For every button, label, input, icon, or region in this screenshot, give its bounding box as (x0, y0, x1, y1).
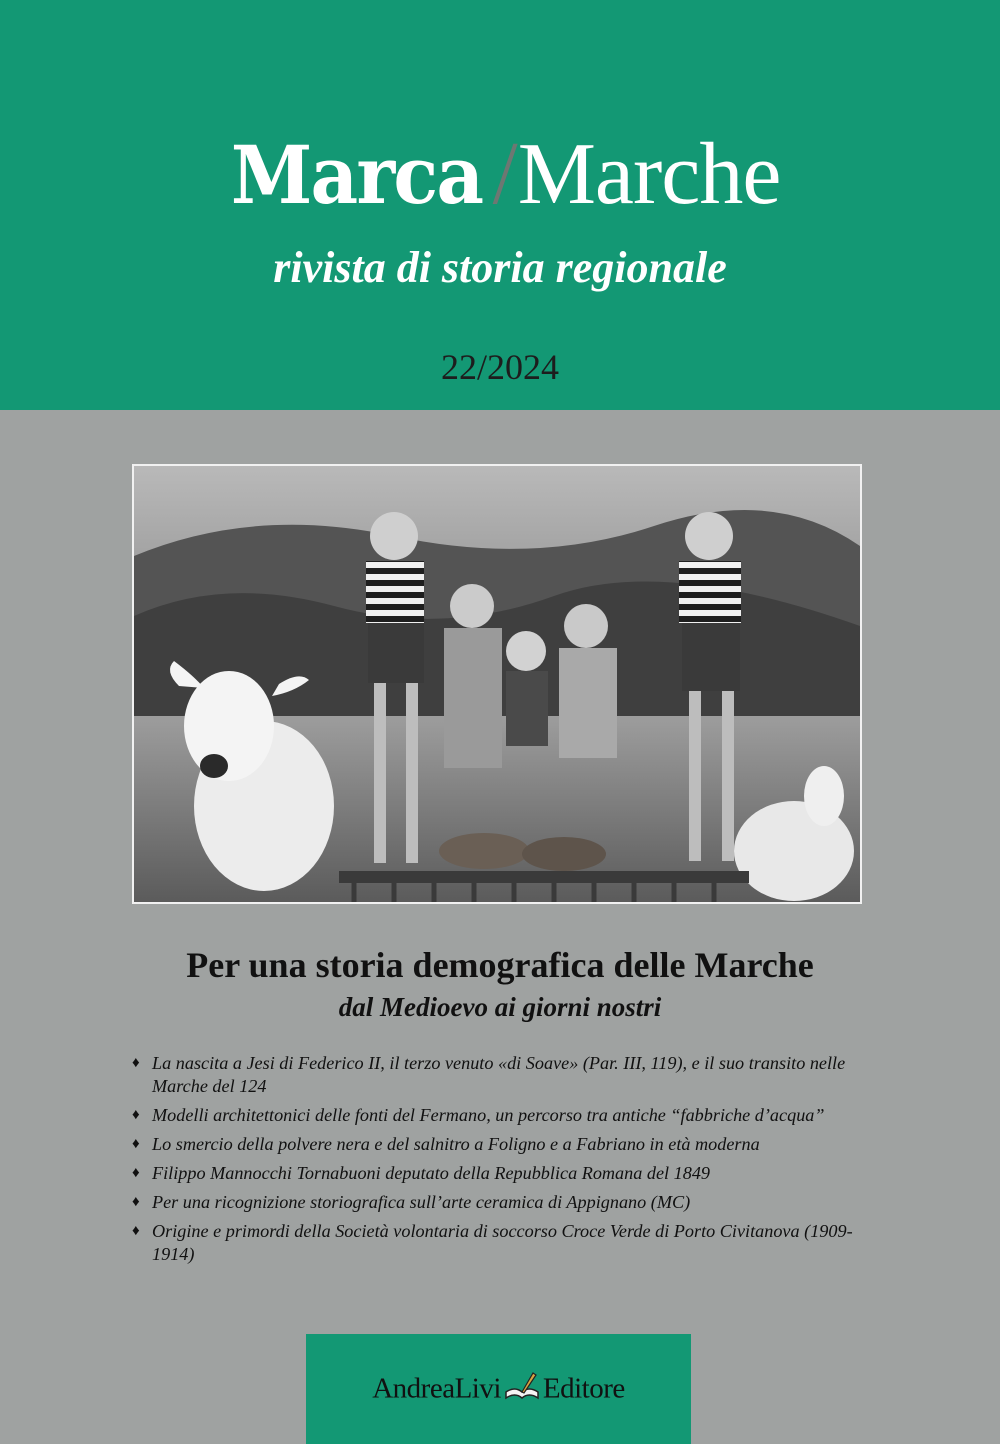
contents-item-text: Per una ricognizione storiografica sull’arte ceramica di Appignano (MC) (152, 1192, 691, 1212)
journal-subtitle: rivista di storia regionale (273, 243, 727, 292)
publisher-name-left: AndreaLivi (372, 1372, 501, 1405)
masthead-slash: / (492, 124, 518, 223)
bullet-icon: ♦ (132, 1055, 140, 1071)
masthead-roman: Marche (517, 126, 781, 223)
bullet-icon: ♦ (132, 1107, 140, 1123)
contents-item-text: Filippo Mannocchi Tornabuoni deputato della Repubblica Romana del 1849 (152, 1163, 711, 1183)
issue-number: 22/2024 (440, 347, 559, 387)
contents-item (132, 1162, 882, 1185)
contents-item-text: Modelli architettonici delle fonti del Fermano, un percorso tra antiche “fabbriche d’acqua” (152, 1105, 825, 1125)
publisher-box (306, 1334, 691, 1444)
bullet-icon: ♦ (132, 1194, 140, 1210)
bullet-icon: ♦ (132, 1165, 140, 1181)
contents-item (132, 1133, 882, 1156)
contents-item (132, 1191, 882, 1214)
book-quill-icon (503, 1370, 541, 1412)
contents-item (132, 1104, 882, 1127)
cover-title: Per una storia demografica delle Marche (186, 945, 814, 985)
cover-photo-illustration (134, 466, 860, 902)
contents-item-text: Origine e primordi della Società volontaria di soccorso Croce Verde di Porto Civitanova (1909-1914) (152, 1221, 853, 1264)
masthead-blackletter: Marca (230, 128, 482, 222)
contents-item (132, 1220, 882, 1266)
bullet-icon: ♦ (132, 1136, 140, 1152)
cover-subtitle: dal Medioevo ai giorni nostri (338, 992, 662, 1022)
bullet-icon: ♦ (132, 1223, 140, 1239)
table-of-contents (132, 1052, 882, 1272)
journal-masthead (0, 122, 1000, 225)
contents-item-text: La nascita a Jesi di Federico II, il terzo venuto «di Soave» (Par. III, 119), e il suo transito nelle Marche del 124 (152, 1053, 846, 1096)
contents-item (132, 1052, 882, 1098)
publisher-name-right: Editore (542, 1372, 625, 1405)
contents-item-text: Lo smercio della polvere nera e del salnitro a Foligno e a Fabriano in età moderna (152, 1134, 760, 1154)
cover-photo (132, 464, 862, 904)
publisher-name (306, 1370, 691, 1412)
